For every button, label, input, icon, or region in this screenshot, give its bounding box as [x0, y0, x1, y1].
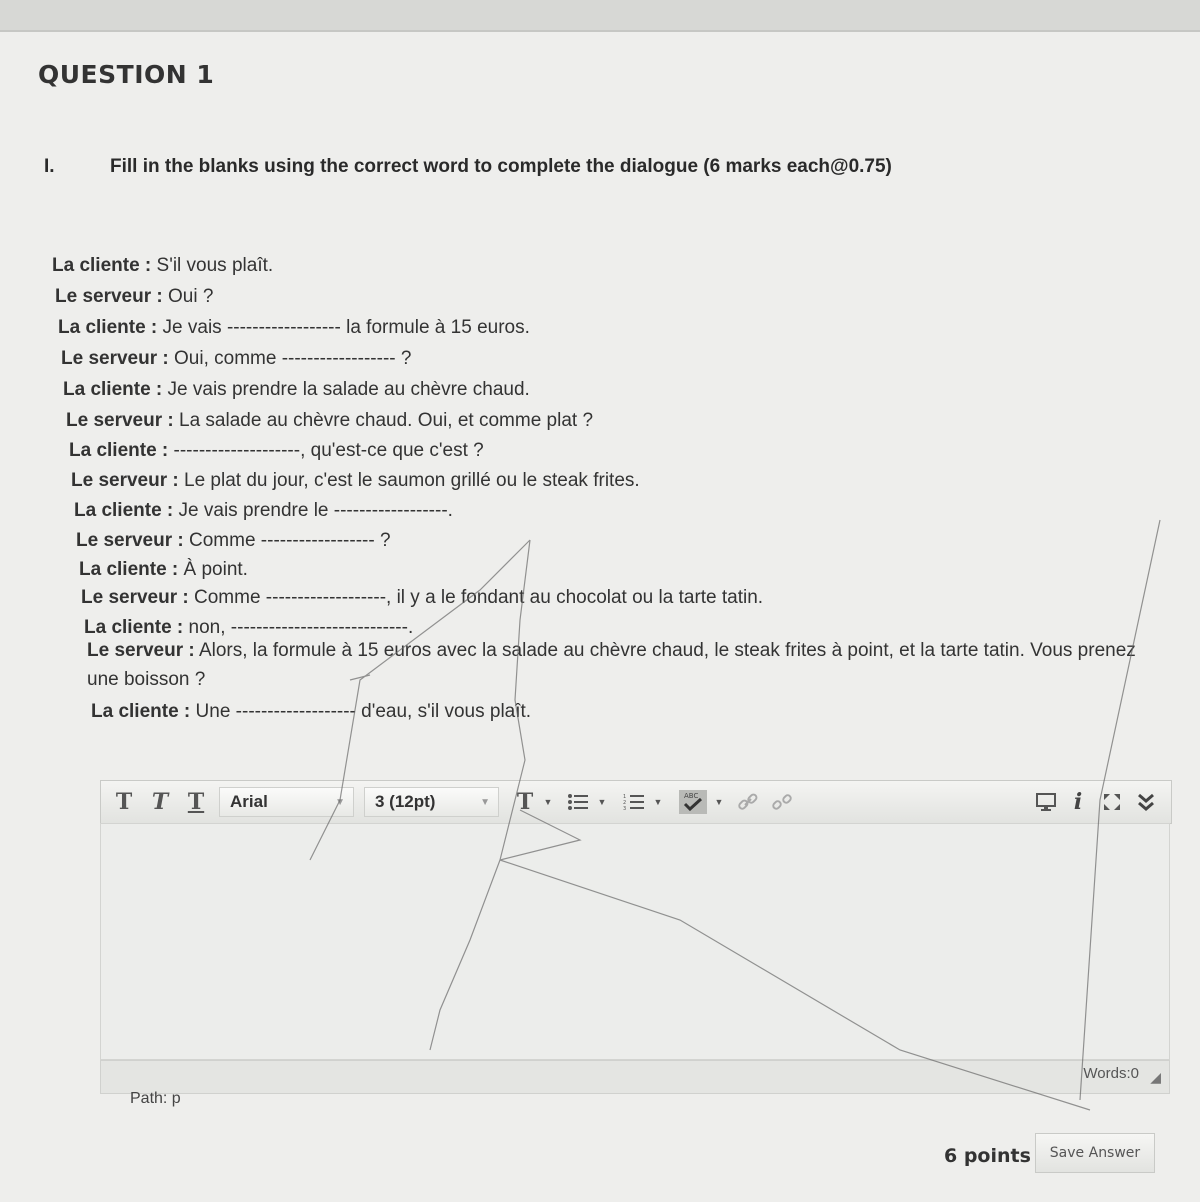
- line-text: Je vais prendre le ------------------.: [173, 500, 453, 521]
- question-title: QUESTION 1: [38, 60, 215, 89]
- dropdown-arrow-icon[interactable]: ▼: [714, 797, 724, 807]
- question-points: 6 points: [944, 1145, 1031, 1167]
- line-text: Je vais ------------------ la formule à 15 euros.: [157, 317, 530, 338]
- speaker-label: Le serveur :: [81, 587, 189, 608]
- dialogue-line: [55, 286, 213, 308]
- dialogue-line: [66, 410, 593, 432]
- preview-icon[interactable]: [1031, 781, 1061, 823]
- dialogue-line: [87, 636, 1162, 694]
- line-text: --------------------, qu'est-ce que c'est ?: [168, 440, 484, 461]
- editor-status-bar: [100, 1060, 1170, 1094]
- dialogue-line: [61, 348, 411, 370]
- line-text: non, ----------------------------.: [183, 617, 414, 638]
- line-text: Alors, la formule à 15 euros avec la salade au chèvre chaud, le steak frites à point, et la tarte tatin. Vous prenez une boisson ?: [87, 640, 1136, 690]
- dialogue-line: [69, 440, 484, 462]
- dialogue-line: [76, 530, 391, 552]
- line-text: Comme -------------------, il y a le fondant au chocolat ou la tarte tatin.: [188, 587, 764, 608]
- speaker-label: Le serveur :: [87, 640, 195, 661]
- dialogue-line: [63, 379, 530, 401]
- instruction-text: Fill in the blanks using the correct word to complete the dialogue (6 marks each@0.75): [110, 156, 892, 177]
- answer-text-area[interactable]: [100, 823, 1170, 1060]
- resize-grip-icon[interactable]: ◢: [1150, 1069, 1161, 1085]
- fullscreen-icon[interactable]: [1097, 781, 1127, 823]
- speaker-label: La cliente :: [91, 701, 191, 722]
- svg-text:3: 3: [623, 806, 627, 811]
- bold-text-icon[interactable]: T: [115, 789, 133, 815]
- info-icon[interactable]: i: [1073, 789, 1083, 815]
- word-count: Words:0: [1083, 1065, 1139, 1082]
- svg-text:1: 1: [623, 794, 627, 800]
- bullet-list-icon[interactable]: [563, 781, 593, 823]
- dialogue-line: [52, 255, 273, 277]
- line-text: La salade au chèvre chaud. Oui, et comme plat ?: [173, 410, 594, 431]
- underline-text-icon[interactable]: T: [187, 789, 205, 815]
- font-size-select[interactable]: [364, 787, 499, 817]
- font-size-value: 3 (12pt): [375, 792, 436, 811]
- line-text: Oui, comme ------------------ ?: [168, 348, 412, 369]
- speaker-label: Le serveur :: [55, 286, 163, 307]
- speaker-label: La cliente :: [52, 255, 152, 276]
- spellcheck-icon[interactable]: [676, 781, 710, 823]
- speaker-label: La cliente :: [58, 317, 158, 338]
- chevron-down-icon: ▼: [480, 797, 490, 808]
- dialogue-line: [71, 470, 640, 492]
- numbered-list-icon[interactable]: [619, 781, 649, 823]
- dialogue-line: [91, 701, 531, 723]
- dialogue-line: [74, 500, 453, 522]
- dropdown-arrow-icon[interactable]: ▼: [653, 797, 663, 807]
- svg-text:ABC: ABC: [684, 792, 699, 800]
- speaker-label: Le serveur :: [76, 530, 184, 551]
- speaker-label: Le serveur :: [71, 470, 179, 491]
- collapse-toolbar-icon[interactable]: [1131, 781, 1161, 823]
- remove-link-icon[interactable]: [767, 781, 797, 823]
- italic-text-icon[interactable]: T: [151, 789, 169, 815]
- speaker-label: La cliente :: [79, 559, 179, 580]
- dropdown-arrow-icon[interactable]: ▼: [597, 797, 607, 807]
- text-color-icon[interactable]: T: [516, 789, 534, 815]
- line-text: Le plat du jour, c'est le saumon grillé ou le steak frites.: [178, 470, 640, 491]
- dialogue-line: [58, 317, 530, 339]
- speaker-label: Le serveur :: [66, 410, 174, 431]
- dialogue-line: [79, 559, 248, 581]
- dropdown-arrow-icon[interactable]: ▼: [543, 797, 553, 807]
- line-text: Comme ------------------ ?: [183, 530, 391, 551]
- instruction-number: I.: [44, 156, 55, 177]
- speaker-label: La cliente :: [63, 379, 163, 400]
- line-text: Une ------------------- d'eau, s'il vous plaît.: [190, 701, 532, 722]
- speaker-label: Le serveur :: [61, 348, 169, 369]
- save-answer-button[interactable]: Save Answer: [1035, 1133, 1155, 1173]
- speaker-label: La cliente :: [69, 440, 169, 461]
- answer-editor: [100, 770, 1170, 1110]
- line-text: S'il vous plaît.: [151, 255, 274, 276]
- editor-path: Path: p: [130, 1090, 181, 1107]
- svg-text:2: 2: [623, 800, 627, 806]
- insert-link-icon[interactable]: [733, 781, 763, 823]
- line-text: Je vais prendre la salade au chèvre chaud.: [162, 379, 530, 400]
- font-family-select[interactable]: [219, 787, 354, 817]
- dialogue-line: [81, 587, 763, 609]
- line-text: Oui ?: [162, 286, 214, 307]
- speaker-label: La cliente :: [74, 500, 174, 521]
- editor-toolbar: [100, 780, 1172, 824]
- font-family-value: Arial: [230, 792, 268, 811]
- speaker-label: La cliente :: [84, 617, 184, 638]
- line-text: À point.: [178, 559, 248, 580]
- chevron-down-icon: ▼: [335, 797, 345, 808]
